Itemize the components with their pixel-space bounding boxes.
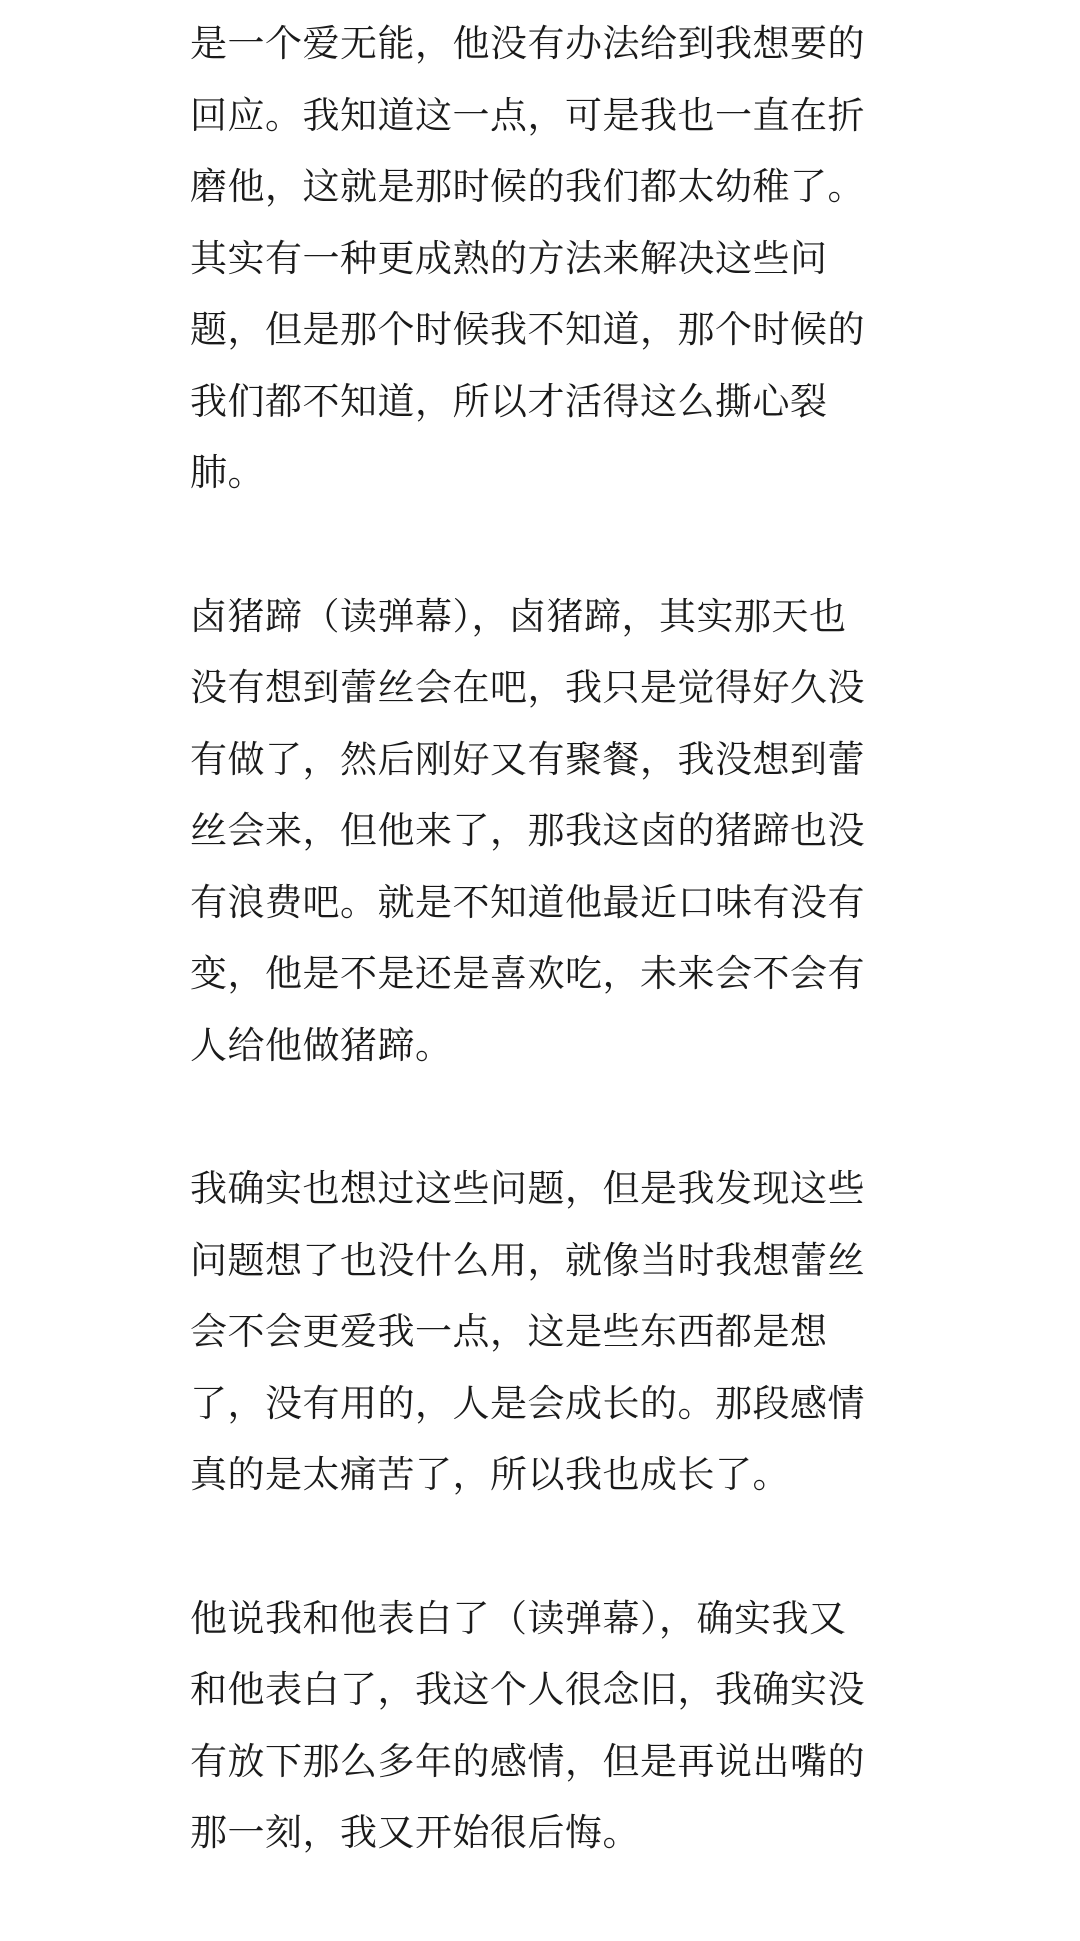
text-line: 人给他做猪蹄。 [190,1023,453,1067]
text-line: 问题想了也没什么用，就像当时我想蕾丝 [190,1238,865,1282]
text-line: 是一个爱无能，他没有办法给到我想要的 [190,22,865,65]
paragraph [190,1583,902,1869]
text-line: 卤猪蹄（读弹幕），卤猪蹄，其实那天也 [190,594,847,638]
text-line: 了，没有用的，人是会成长的。那段感情 [190,1381,865,1425]
text-line: 会不会更爱我一点，这是些东西都是想 [190,1310,828,1353]
paragraph [190,8,902,509]
text-line: 有浪费吧。就是不知道他最近口味有没有 [190,880,865,924]
text-line: 肺。 [190,451,265,494]
text-line: 回应。我知道这一点，可是我也一直在折 [190,93,865,137]
article-body [190,8,902,1941]
text-line: 有放下那么多年的感情，但是再说出嘴的 [190,1739,865,1783]
paragraph [190,1153,902,1511]
text-line: 和他表白了，我这个人很念旧，我确实没 [190,1668,865,1711]
text-line: 有做了，然后刚好又有聚餐，我没想到蕾 [190,737,865,781]
text-line: 没有想到蕾丝会在吧，我只是觉得好久没 [190,666,865,709]
text-line: 丝会来，但他来了，那我这卤的猪蹄也没 [190,809,865,852]
text-line: 他说我和他表白了（读弹幕），确实我又 [190,1596,847,1640]
text-line: 我们都不知道，所以才活得这么撕心裂 [190,379,828,423]
paragraph [190,581,902,1082]
text-line: 其实有一种更成熟的方法来解决这些问 [190,236,828,280]
text-line: 我确实也想过这些问题，但是我发现这些 [190,1167,865,1210]
text-line: 题，但是那个时候我不知道，那个时候的 [190,308,865,351]
text-line: 真的是太痛苦了，所以我也成长了。 [190,1453,790,1496]
text-line: 变，他是不是还是喜欢吃，未来会不会有 [190,952,865,995]
text-line: 磨他，这就是那时候的我们都太幼稚了。 [190,165,865,208]
text-line: 那一刻，我又开始很后悔。 [190,1811,640,1854]
